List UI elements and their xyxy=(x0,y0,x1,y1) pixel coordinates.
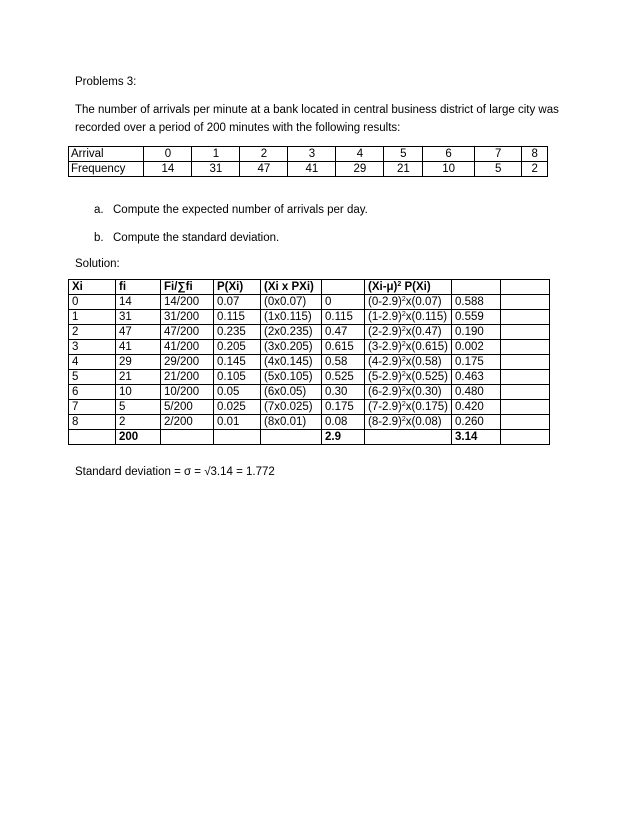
variance-cell: 0.463 xyxy=(452,370,501,385)
variance-expr-post: x(0.47) xyxy=(405,326,442,338)
variance-cell: 0.002 xyxy=(452,340,501,355)
frequency-cell: 31 xyxy=(192,162,240,177)
header-cell xyxy=(365,280,452,295)
product-cell: 0.615 xyxy=(322,340,365,355)
variance-expr-cell xyxy=(365,310,452,325)
totals-row xyxy=(69,430,550,445)
fi-cell: 47 xyxy=(116,325,161,340)
table-row xyxy=(69,370,550,385)
product-cell: 0.115 xyxy=(322,310,365,325)
variance-expr-pre: (6-2.9) xyxy=(368,386,402,398)
fi-cell: 14 xyxy=(116,295,161,310)
product-expr-cell: (3x0.205) xyxy=(261,340,322,355)
variance-expr-post: x(0.525) xyxy=(405,371,448,383)
table-row xyxy=(69,295,550,310)
variance-expr-post: x(0.30) xyxy=(405,386,442,398)
fraction-cell: 29/200 xyxy=(161,355,214,370)
variance-expr-pre: (5-2.9) xyxy=(368,371,402,383)
product-expr-cell: (4x0.145) xyxy=(261,355,322,370)
empty-cell xyxy=(501,430,550,445)
header-cell: Fi/∑fi xyxy=(161,280,214,295)
empty-cell xyxy=(501,415,550,430)
total-mean-cell: 2.9 xyxy=(322,430,365,445)
std-dev-line: Standard deviation = σ = √3.14 = 1.772 xyxy=(75,466,275,478)
table-row xyxy=(69,385,550,400)
question-text: Compute the standard deviation. xyxy=(113,232,280,244)
fi-cell: 5 xyxy=(116,400,161,415)
superscript: 2 xyxy=(401,401,406,408)
product-cell: 0.58 xyxy=(322,355,365,370)
frequency-cell: 29 xyxy=(336,162,384,177)
variance-cell: 0.190 xyxy=(452,325,501,340)
fi-cell: 41 xyxy=(116,340,161,355)
superscript: 2 xyxy=(401,416,406,423)
question-item xyxy=(94,203,368,218)
problem-title: Problems 3: xyxy=(75,76,137,88)
intro-line-2: recorded over a period of 200 minutes with the following results: xyxy=(75,122,401,134)
variance-cell: 0.480 xyxy=(452,385,501,400)
superscript: 2 xyxy=(401,356,406,363)
header-cell: Xi xyxy=(69,280,116,295)
variance-expr-post: x(0.07) xyxy=(405,296,442,308)
product-expr-cell: (5x0.105) xyxy=(261,370,322,385)
arrival-cell: 3 xyxy=(288,147,336,162)
variance-cell: 0.588 xyxy=(452,295,501,310)
empty-cell xyxy=(261,430,322,445)
total-fi-cell: 200 xyxy=(116,430,161,445)
empty-cell xyxy=(501,400,550,415)
variance-expr-cell xyxy=(365,355,452,370)
question-marker: a. xyxy=(94,204,104,216)
table-row xyxy=(69,355,550,370)
probability-cell: 0.145 xyxy=(214,355,261,370)
product-cell: 0.30 xyxy=(322,385,365,400)
header-row xyxy=(69,280,550,295)
fraction-cell: 10/200 xyxy=(161,385,214,400)
xi-cell: 5 xyxy=(69,370,116,385)
empty-cell xyxy=(501,355,550,370)
fraction-cell: 14/200 xyxy=(161,295,214,310)
empty-cell xyxy=(365,430,452,445)
variance-expr-cell xyxy=(365,295,452,310)
superscript: 2 xyxy=(401,341,406,348)
variance-expr-cell xyxy=(365,385,452,400)
empty-cell xyxy=(501,295,550,310)
arrival-label: Arrival xyxy=(69,147,144,162)
fi-cell: 10 xyxy=(116,385,161,400)
product-cell: 0.175 xyxy=(322,400,365,415)
probability-cell: 0.05 xyxy=(214,385,261,400)
probability-cell: 0.07 xyxy=(214,295,261,310)
total-variance-cell: 3.14 xyxy=(452,430,501,445)
empty-cell xyxy=(501,370,550,385)
xi-cell: 6 xyxy=(69,385,116,400)
frequency-table xyxy=(68,146,548,177)
variance-expr-pre: (7-2.9) xyxy=(368,401,402,413)
fi-cell: 29 xyxy=(116,355,161,370)
variance-expr-pre: (4-2.9) xyxy=(368,356,402,368)
header-cell: (Xi x PXi) xyxy=(261,280,322,295)
xi-cell: 7 xyxy=(69,400,116,415)
empty-cell xyxy=(161,430,214,445)
arrival-cell: 4 xyxy=(336,147,384,162)
empty-cell xyxy=(501,385,550,400)
frequency-row xyxy=(69,162,548,177)
question-marker: b. xyxy=(94,232,104,244)
table-row xyxy=(69,310,550,325)
product-expr-cell: (7x0.025) xyxy=(261,400,322,415)
variance-expr-post: x(0.08) xyxy=(405,416,442,428)
frequency-cell: 5 xyxy=(474,162,521,177)
probability-cell: 0.235 xyxy=(214,325,261,340)
arrival-cell: 2 xyxy=(240,147,288,162)
empty-cell xyxy=(501,310,550,325)
variance-expr-pre: (8-2.9) xyxy=(368,416,402,428)
superscript: 2 xyxy=(401,371,406,378)
product-cell: 0.47 xyxy=(322,325,365,340)
product-expr-cell: (8x0.01) xyxy=(261,415,322,430)
table-row xyxy=(69,340,550,355)
variance-expr-post: x(0.615) xyxy=(405,341,448,353)
fraction-cell: 2/200 xyxy=(161,415,214,430)
variance-cell: 0.260 xyxy=(452,415,501,430)
empty-cell xyxy=(69,430,116,445)
header-variance-pre: (Xi-μ) xyxy=(368,281,398,293)
product-expr-cell: (1x0.115) xyxy=(261,310,322,325)
header-cell xyxy=(452,280,501,295)
header-cell: P(Xi) xyxy=(214,280,261,295)
table-row xyxy=(69,325,550,340)
empty-cell xyxy=(501,340,550,355)
probability-cell: 0.025 xyxy=(214,400,261,415)
fraction-cell: 47/200 xyxy=(161,325,214,340)
arrival-row xyxy=(69,147,548,162)
arrival-cell: 7 xyxy=(474,147,521,162)
variance-expr-cell xyxy=(365,370,452,385)
probability-cell: 0.205 xyxy=(214,340,261,355)
question-list xyxy=(94,231,279,246)
frequency-cell: 14 xyxy=(144,162,192,177)
variance-expr-cell xyxy=(365,340,452,355)
arrival-cell: 6 xyxy=(423,147,475,162)
variance-expr-pre: (1-2.9) xyxy=(368,311,402,323)
product-expr-cell: (2x0.235) xyxy=(261,325,322,340)
fi-cell: 31 xyxy=(116,310,161,325)
product-cell: 0 xyxy=(322,295,365,310)
variance-expr-post: x(0.175) xyxy=(405,401,448,413)
xi-cell: 4 xyxy=(69,355,116,370)
question-text: Compute the expected number of arrivals per day. xyxy=(113,204,368,216)
frequency-cell: 41 xyxy=(288,162,336,177)
fi-cell: 2 xyxy=(116,415,161,430)
variance-expr-pre: (3-2.9) xyxy=(368,341,402,353)
arrival-cell: 8 xyxy=(522,147,548,162)
variance-cell: 0.175 xyxy=(452,355,501,370)
frequency-label: Frequency xyxy=(69,162,144,177)
solution-label: Solution: xyxy=(75,258,120,270)
product-cell: 0.08 xyxy=(322,415,365,430)
superscript: 2 xyxy=(401,386,406,393)
fraction-cell: 31/200 xyxy=(161,310,214,325)
variance-expr-pre: (0-2.9) xyxy=(368,296,402,308)
variance-cell: 0.420 xyxy=(452,400,501,415)
frequency-cell: 10 xyxy=(423,162,475,177)
table-row xyxy=(69,415,550,430)
arrival-cell: 5 xyxy=(384,147,423,162)
xi-cell: 3 xyxy=(69,340,116,355)
header-cell xyxy=(501,280,550,295)
variance-expr-cell xyxy=(365,325,452,340)
fi-cell: 21 xyxy=(116,370,161,385)
xi-cell: 2 xyxy=(69,325,116,340)
variance-cell: 0.559 xyxy=(452,310,501,325)
superscript: 2 xyxy=(401,311,406,318)
superscript: 2 xyxy=(397,281,402,288)
variance-expr-pre: (2-2.9) xyxy=(368,326,402,338)
empty-cell xyxy=(501,325,550,340)
probability-cell: 0.115 xyxy=(214,310,261,325)
arrival-cell: 0 xyxy=(144,147,192,162)
xi-cell: 0 xyxy=(69,295,116,310)
superscript: 2 xyxy=(401,326,406,333)
probability-cell: 0.105 xyxy=(214,370,261,385)
frequency-cell: 2 xyxy=(522,162,548,177)
variance-expr-post: x(0.58) xyxy=(405,356,442,368)
empty-cell xyxy=(214,430,261,445)
arrival-cell: 1 xyxy=(192,147,240,162)
header-variance-post: P(Xi) xyxy=(401,281,431,293)
fraction-cell: 21/200 xyxy=(161,370,214,385)
header-cell xyxy=(322,280,365,295)
question-list xyxy=(94,203,368,218)
table-row xyxy=(69,400,550,415)
solution-table xyxy=(68,279,550,445)
product-cell: 0.525 xyxy=(322,370,365,385)
fraction-cell: 41/200 xyxy=(161,340,214,355)
intro-line-1: The number of arrivals per minute at a bank located in central business district of large city was xyxy=(75,104,559,116)
product-expr-cell: (6x0.05) xyxy=(261,385,322,400)
xi-cell: 8 xyxy=(69,415,116,430)
frequency-cell: 21 xyxy=(384,162,423,177)
variance-expr-cell xyxy=(365,415,452,430)
question-item xyxy=(94,231,279,246)
variance-expr-cell xyxy=(365,400,452,415)
fraction-cell: 5/200 xyxy=(161,400,214,415)
variance-expr-post: x(0.115) xyxy=(405,311,448,323)
product-expr-cell: (0x0.07) xyxy=(261,295,322,310)
header-cell: fi xyxy=(116,280,161,295)
superscript: 2 xyxy=(401,296,406,303)
frequency-cell: 47 xyxy=(240,162,288,177)
xi-cell: 1 xyxy=(69,310,116,325)
probability-cell: 0.01 xyxy=(214,415,261,430)
